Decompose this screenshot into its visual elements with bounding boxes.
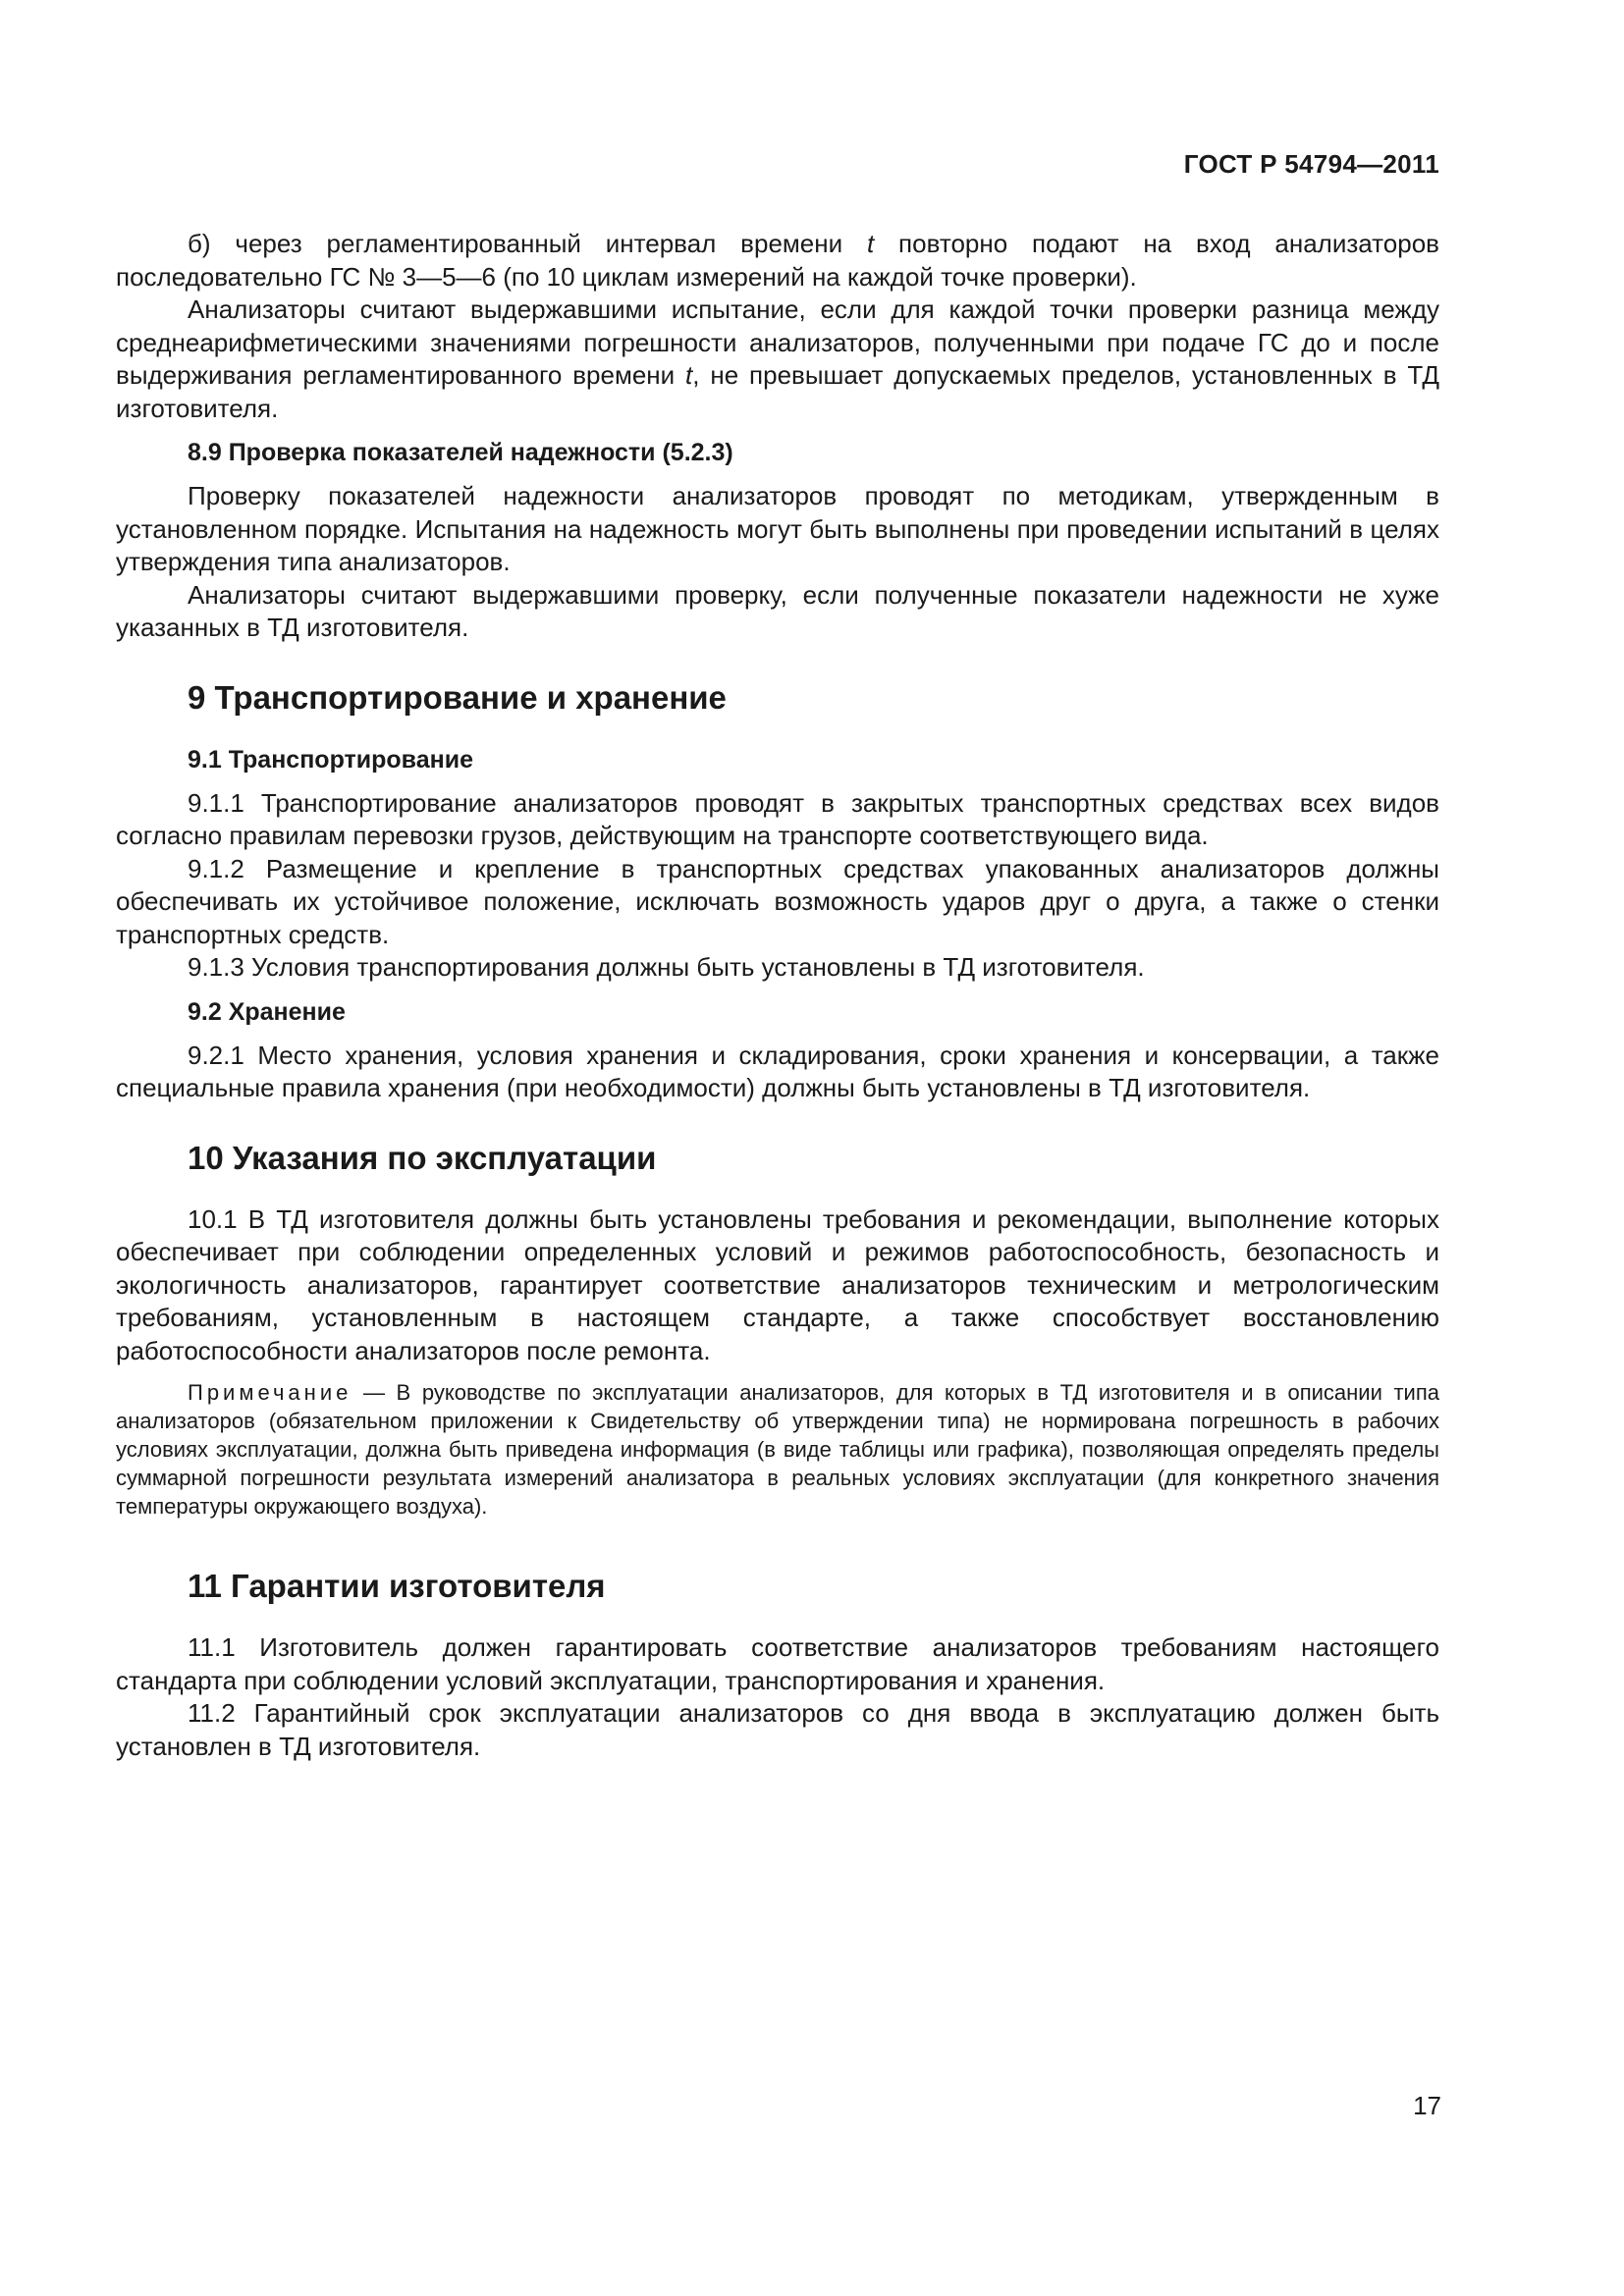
page-number: 17 xyxy=(1413,2091,1441,2120)
text-run: повторно подают на вход анализаторов последовательно ГС № 3—5—6 (по 10 циклам измерений на каждой точке проверки). xyxy=(116,229,1439,292)
text-run: б) через регламентированный интервал времени xyxy=(188,229,867,258)
document-body xyxy=(116,228,1439,1763)
document-header: ГОСТ Р 54794—2011 xyxy=(1183,149,1439,179)
paragraph-b xyxy=(116,228,1439,294)
text-run: , не превышает допускаемых пределов, установленных в ТД изготовителя. xyxy=(116,360,1440,423)
paragraph-10-1: 10.1 В ТД изготовителя должны быть установлены требования и рекомендации, выполнение которых обеспечивает при соблюдении определенных условий и режимов работоспособность, безопасность и экологичность анализаторов, гарантирует соответствие анализаторов техническим и метрологическим требованиям, установленным в настоящем стандарте, а также способствует восстановлению работоспособности анализаторов после ремонта. xyxy=(116,1203,1439,1365)
paragraph-11-1: 11.1 Изготовитель должен гарантировать соответствие анализаторов требованиям настоящего стандарта при соблюдении условий эксплуатации, транспортирования и хранения. xyxy=(116,1632,1439,1695)
paragraph-8-9-2: Анализаторы считают выдержавшими проверку, если полученные показатели надежности не хуже указанных в ТД изготовителя. xyxy=(116,579,1439,642)
section-9-title: 9 Транспортирование и хранение xyxy=(188,678,727,716)
variable-t: t xyxy=(866,229,875,258)
section-9-2-title: 9.2 Хранение xyxy=(188,997,346,1026)
note-text: — В руководстве по эксплуатации анализаторов, для которых в ТД изготовителя и в описании типа анализаторов (обязательном приложении к Свидетельству об утверждении типа) не нормирована погрешность в рабочих условиях эксплуатации, должна быть приведена информация (в виде таблицы или графика), позволяющая определять пределы суммарной погрешности результата измерений анализатора в реальных условиях эксплуатации (для конкретного значения температуры окружающего воздуха). xyxy=(116,1380,1439,1519)
variable-t: t xyxy=(685,360,693,390)
paragraph-8-9-1: Проверку показателей надежности анализаторов проводят по методикам, утвержденным в установленном порядке. Испытания на надежность могут быть выполнены при проведении испытаний в целях утверждения типа анализаторов. xyxy=(116,481,1439,576)
section-9-1-title: 9.1 Транспортирование xyxy=(188,745,473,774)
paragraph-test-criteria xyxy=(116,294,1439,425)
note xyxy=(116,1378,1439,1521)
paragraph-9-1-2: 9.1.2 Размещение и крепление в транспортных средствах упакованных анализаторов должны обеспечивать их устойчивое положение, исключать возможность ударов друг о друга, а также о стенки транспортных средств. xyxy=(116,853,1439,949)
note-label: Примечание xyxy=(188,1380,352,1405)
paragraph-11-2: 11.2 Гарантийный срок эксплуатации анализаторов со дня ввода в эксплуатацию должен быть установлен в ТД изготовителя. xyxy=(116,1698,1439,1761)
text-run: Анализаторы считают выдержавшими испытание, если для каждой точки проверки разница между среднеарифметическими значениями погрешности анализаторов, полученными при подаче ГС до и после выдерживания регламентированного времени xyxy=(116,294,1439,390)
section-8-9-title: 8.9 Проверка показателей надежности (5.2.3) xyxy=(188,439,733,466)
section-11-title: 11 Гарантии изготовителя xyxy=(188,1568,606,1604)
paragraph-9-1-3: 9.1.3 Условия транспортирования должны быть установлены в ТД изготовителя. xyxy=(188,952,1145,982)
section-10-title: 10 Указания по эксплуатации xyxy=(188,1139,657,1176)
paragraph-9-2-1: 9.2.1 Место хранения, условия хранения и складирования, сроки хранения и консервации, а также специальные правила хранения (при необходимости) должны быть установлены в ТД изготовителя. xyxy=(116,1040,1439,1102)
paragraph-9-1-1: 9.1.1 Транспортирование анализаторов проводят в закрытых транспортных средствах всех видов согласно правилам перевозки грузов, действующим на транспорте соответствующего вида. xyxy=(116,787,1439,850)
